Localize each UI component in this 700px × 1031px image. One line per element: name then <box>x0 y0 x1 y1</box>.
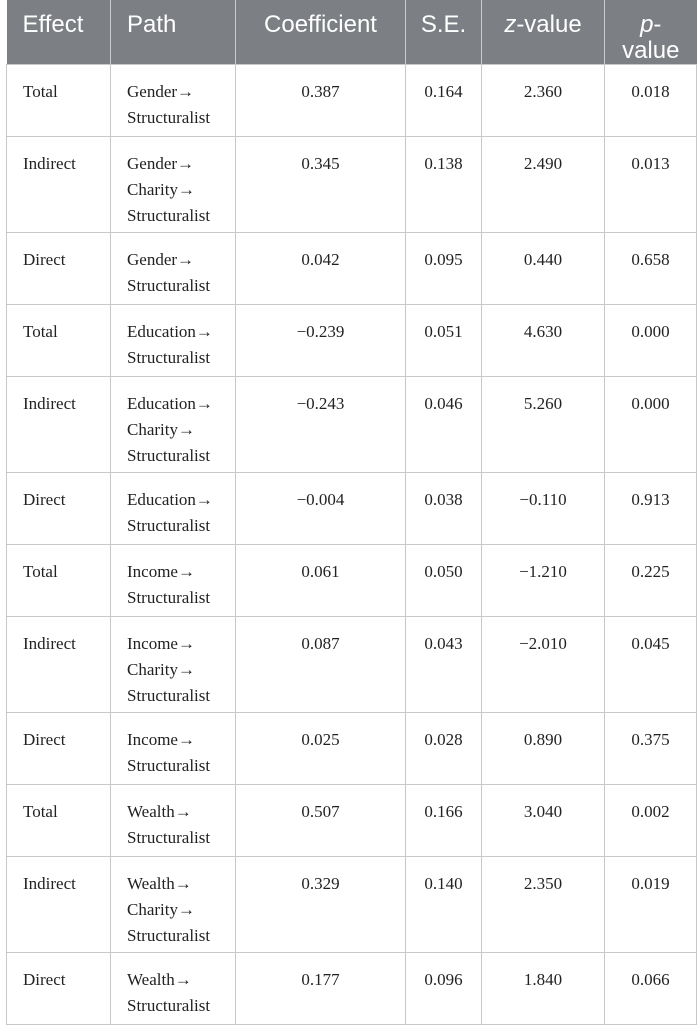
cell-z-value: 5.260 <box>482 377 605 473</box>
path-segment: Charity→ <box>127 660 195 679</box>
cell-p-value: 0.002 <box>605 785 697 857</box>
cell-path <box>111 65 236 137</box>
header-effect: Effect <box>7 0 111 65</box>
header-path: Path <box>111 0 236 65</box>
cell-effect: Indirect <box>7 377 111 473</box>
path-segment: Charity→ <box>127 900 195 919</box>
cell-effect: Indirect <box>7 617 111 713</box>
cell-z-value: 4.630 <box>482 305 605 377</box>
cell-path <box>111 377 236 473</box>
path-segment: Structuralist <box>127 828 211 847</box>
path-segment: Gender→ <box>127 82 195 101</box>
table-row <box>7 545 697 617</box>
table-header <box>7 0 697 65</box>
table-body <box>7 65 697 1025</box>
cell-path <box>111 617 236 713</box>
cell-coefficient: 0.061 <box>236 545 406 617</box>
path-segment: Structuralist <box>127 276 211 295</box>
cell-coefficient: −0.004 <box>236 473 406 545</box>
path-segment: Charity→ <box>127 180 195 199</box>
cell-path <box>111 305 236 377</box>
path-segment: Structuralist <box>127 686 211 705</box>
path-segment: Income→ <box>127 730 195 749</box>
cell-effect: Indirect <box>7 137 111 233</box>
cell-coefficient: −0.243 <box>236 377 406 473</box>
cell-p-value: 0.018 <box>605 65 697 137</box>
table-row <box>7 953 697 1025</box>
cell-p-value: 0.045 <box>605 617 697 713</box>
mediation-table-container <box>6 0 696 1025</box>
path-segment: Structuralist <box>127 588 211 607</box>
cell-effect: Direct <box>7 953 111 1025</box>
path-segment: Structuralist <box>127 756 211 775</box>
cell-path <box>111 857 236 953</box>
cell-effect: Total <box>7 545 111 617</box>
cell-p-value: 0.913 <box>605 473 697 545</box>
header-p-second-line: value <box>622 37 680 64</box>
cell-coefficient: 0.387 <box>236 65 406 137</box>
cell-path <box>111 713 236 785</box>
cell-path <box>111 545 236 617</box>
path-segment: Gender→ <box>127 250 195 269</box>
cell-coefficient: −0.239 <box>236 305 406 377</box>
cell-se: 0.043 <box>406 617 482 713</box>
cell-se: 0.096 <box>406 953 482 1025</box>
cell-path <box>111 785 236 857</box>
path-segment: Structuralist <box>127 446 211 465</box>
path-segment: Income→ <box>127 634 195 653</box>
cell-z-value: −0.110 <box>482 473 605 545</box>
table-row <box>7 473 697 545</box>
cell-se: 0.028 <box>406 713 482 785</box>
cell-p-value: 0.225 <box>605 545 697 617</box>
cell-z-value: 1.840 <box>482 953 605 1025</box>
cell-z-value: 2.490 <box>482 137 605 233</box>
path-segment: Charity→ <box>127 420 195 439</box>
header-se: S.E. <box>406 0 482 65</box>
table-row <box>7 233 697 305</box>
table-row <box>7 377 697 473</box>
path-segment: Education→ <box>127 322 213 341</box>
cell-z-value: 0.890 <box>482 713 605 785</box>
cell-p-value: 0.000 <box>605 305 697 377</box>
path-segment: Gender→ <box>127 154 195 173</box>
path-segment: Structuralist <box>127 206 211 225</box>
cell-se: 0.166 <box>406 785 482 857</box>
cell-effect: Direct <box>7 233 111 305</box>
cell-z-value: 2.350 <box>482 857 605 953</box>
table-row <box>7 617 697 713</box>
cell-se: 0.046 <box>406 377 482 473</box>
path-segment: Structuralist <box>127 926 211 945</box>
cell-effect: Total <box>7 305 111 377</box>
table-row <box>7 785 697 857</box>
cell-se: 0.051 <box>406 305 482 377</box>
cell-se: 0.050 <box>406 545 482 617</box>
header-row <box>7 0 697 65</box>
cell-coefficient: 0.177 <box>236 953 406 1025</box>
cell-coefficient: 0.025 <box>236 713 406 785</box>
path-segment: Wealth→ <box>127 970 192 989</box>
cell-effect: Direct <box>7 713 111 785</box>
cell-se: 0.164 <box>406 65 482 137</box>
path-segment: Wealth→ <box>127 802 192 821</box>
header-z-italic: z <box>504 11 517 38</box>
cell-coefficient: 0.507 <box>236 785 406 857</box>
header-z-value <box>482 0 605 65</box>
path-segment: Wealth→ <box>127 874 192 893</box>
table-row <box>7 305 697 377</box>
cell-z-value: 3.040 <box>482 785 605 857</box>
cell-p-value: 0.658 <box>605 233 697 305</box>
cell-z-value: −1.210 <box>482 545 605 617</box>
path-segment: Structuralist <box>127 348 211 367</box>
cell-z-value: 0.440 <box>482 233 605 305</box>
header-p-dash: - <box>653 11 662 38</box>
cell-p-value: 0.019 <box>605 857 697 953</box>
header-z-suffix: -value <box>516 11 582 38</box>
path-segment: Education→ <box>127 394 213 413</box>
path-segment: Structuralist <box>127 996 211 1015</box>
header-p-value <box>605 0 697 65</box>
path-segment: Education→ <box>127 490 213 509</box>
cell-p-value: 0.000 <box>605 377 697 473</box>
header-coefficient: Coefficient <box>236 0 406 65</box>
path-segment: Structuralist <box>127 516 211 535</box>
cell-se: 0.138 <box>406 137 482 233</box>
cell-effect: Total <box>7 65 111 137</box>
table-row <box>7 65 697 137</box>
cell-path <box>111 137 236 233</box>
cell-p-value: 0.013 <box>605 137 697 233</box>
cell-effect: Indirect <box>7 857 111 953</box>
cell-p-value: 0.066 <box>605 953 697 1025</box>
table-row <box>7 713 697 785</box>
cell-coefficient: 0.087 <box>236 617 406 713</box>
cell-se: 0.140 <box>406 857 482 953</box>
path-segment: Structuralist <box>127 108 211 127</box>
cell-path <box>111 953 236 1025</box>
header-p-italic: p <box>640 11 654 38</box>
mediation-effects-table <box>6 0 697 1025</box>
cell-effect: Direct <box>7 473 111 545</box>
table-row <box>7 857 697 953</box>
cell-z-value: −2.010 <box>482 617 605 713</box>
path-segment: Income→ <box>127 562 195 581</box>
cell-se: 0.038 <box>406 473 482 545</box>
cell-path <box>111 233 236 305</box>
cell-coefficient: 0.329 <box>236 857 406 953</box>
cell-p-value: 0.375 <box>605 713 697 785</box>
cell-z-value: 2.360 <box>482 65 605 137</box>
cell-path <box>111 473 236 545</box>
cell-coefficient: 0.042 <box>236 233 406 305</box>
table-row <box>7 137 697 233</box>
cell-coefficient: 0.345 <box>236 137 406 233</box>
cell-effect: Total <box>7 785 111 857</box>
cell-se: 0.095 <box>406 233 482 305</box>
